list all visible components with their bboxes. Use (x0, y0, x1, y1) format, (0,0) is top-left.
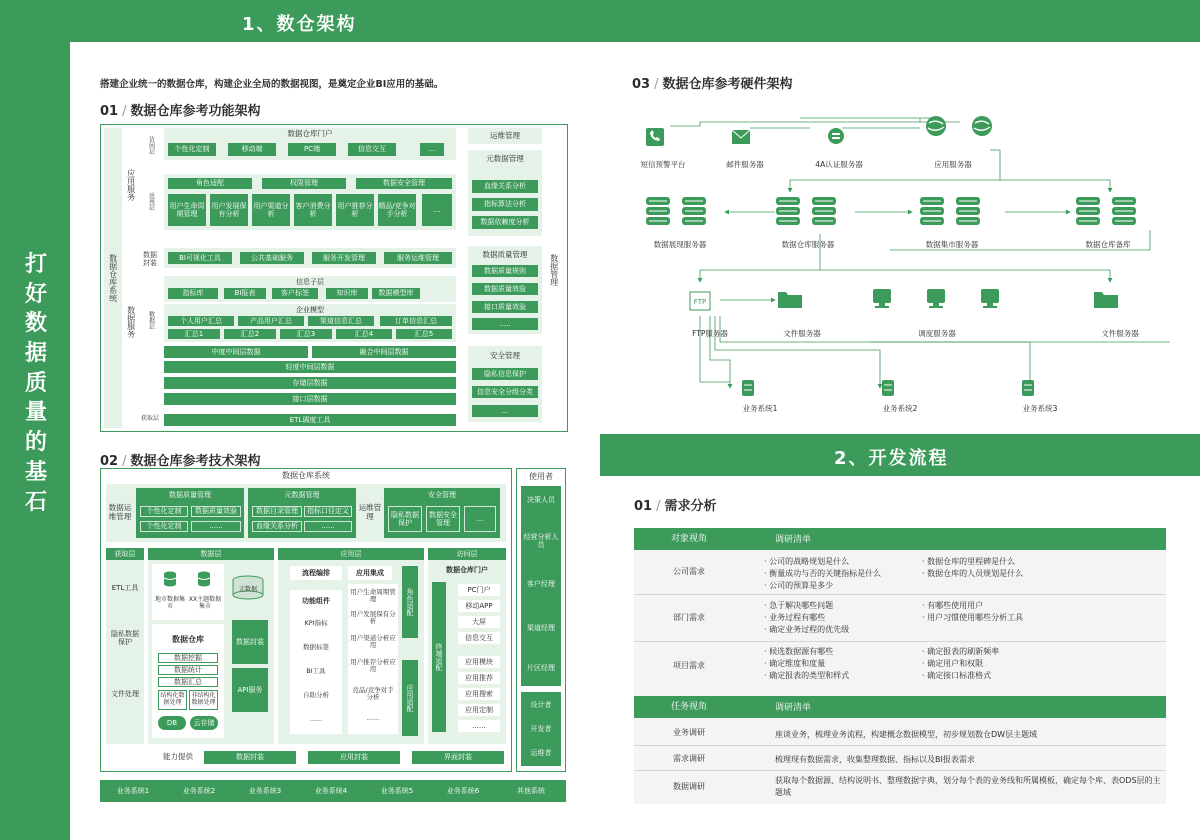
hw-label-display: 数据展现服务器 (653, 240, 707, 249)
tech-integ-item: 用户推荐分析应用 (350, 657, 396, 673)
monitor-icon (872, 288, 894, 310)
tech-ops-label: 数据运维管理 (108, 503, 132, 521)
func-app-row2: 用户生命周期管理 (168, 194, 206, 226)
hw-label-mail: 邮件服务器 (726, 160, 764, 169)
hw-label-file1: 文件服务器 (783, 329, 821, 338)
func-bar: 轻度中间层数据 (164, 361, 456, 373)
tech-portal-item: PC门户 (458, 584, 500, 596)
func-info-item: 知识库 (326, 288, 368, 299)
tech-integ-item: ...... (366, 714, 380, 723)
req-row-list-a: · 候选数据源有哪些 · 确定维度和度量 · 确定报表的类型和样式 (764, 647, 850, 680)
func-app-row2: 用户发展保有分析 (210, 194, 248, 226)
func-dq-item: 数据质量规则 (472, 265, 538, 277)
tech-func-title: 功能组件 (302, 596, 330, 605)
func-fetch: 获取层 (140, 414, 159, 422)
tech-dw-item: 数据汇总 (158, 677, 218, 687)
tech-role: 开发者 (530, 724, 552, 733)
tech-func-item: ...... (309, 715, 323, 724)
tech-biz: 业务系统1 (116, 786, 150, 795)
tech-ability: 数据封装 (204, 751, 296, 764)
tech-role: 设计者 (530, 700, 552, 709)
hw-label-biz: 业务系统3 (1022, 404, 1058, 413)
func-dq-title: 数据质量管理 (482, 249, 528, 259)
tech-db: DB (158, 716, 186, 730)
tech-cloud: 云存储 (190, 716, 218, 730)
section-hw-arch: 03 / 数据仓库参考硬件架构 (632, 77, 793, 92)
tech-func-item: 数据标签 (303, 643, 329, 652)
tech-user: 片区经理 (527, 663, 555, 672)
func-sec-title: 安全管理 (490, 350, 520, 360)
tech-biz: 业务系统2 (182, 786, 216, 795)
tech-portal-item2: 应用搜索 (458, 688, 500, 700)
tech-biz: 业务系统6 (446, 786, 480, 795)
func-model-row2: 汇总3 (280, 329, 332, 339)
hw-label-dw: 数据仓库服务器 (781, 240, 835, 249)
func-meta-title: 元数据管理 (486, 153, 524, 163)
tech-fetch-item: ETL工具 (111, 583, 139, 592)
func-app-row2: 用户推荐分析 (336, 194, 374, 226)
func-info-item: 指标库 (168, 288, 218, 299)
svg-text:FTP: FTP (693, 298, 707, 306)
func-info-item: 数据模型库 (372, 288, 420, 299)
func-package-item: 服务运维管理 (384, 252, 452, 264)
tech-ability-label: 能力提供 (163, 751, 193, 761)
func-package-item: 公共基础服务 (240, 252, 304, 264)
tech-func-item: BI工具 (306, 667, 326, 676)
tech-sec-item: 隐私数据保护 (388, 506, 422, 532)
func-model-title: 企业模型 (296, 305, 324, 314)
tech-ability: 界面封装 (412, 751, 504, 764)
server-icon (920, 197, 946, 227)
server-icon (956, 197, 982, 227)
monitor-icon (980, 288, 1002, 310)
tech-portal-item2: ...... (458, 720, 500, 732)
tech-data-layer-title: 数据层 (148, 548, 274, 560)
tech-dw-item: 数据统计 (158, 665, 218, 675)
func-model-row1: 订单信息汇总 (380, 316, 452, 326)
tech-user: 决策人员 (527, 495, 555, 504)
func-model-row1: 产品用户汇总 (238, 316, 304, 326)
divider (634, 641, 1166, 642)
req-row-list-a: · 急于解决哪些问题 · 业务过程有哪些 · 确定业务过程的优先级 (764, 601, 850, 634)
tech-app-layer-title: 应用层 (278, 548, 424, 560)
tech-store: XX主题数据集市 (188, 596, 222, 610)
hw-diagram (630, 100, 1190, 420)
vertical-title: 打 好 数 据 质 量 的 基 石 (24, 252, 47, 515)
tech-user: 渠道经理 (527, 623, 555, 632)
tech-dq-item: ...... (191, 521, 241, 532)
req-header-col2: 调研清单 (775, 535, 812, 545)
func-mid-row: 中度中间层数据 (164, 346, 308, 358)
auth-icon (826, 126, 846, 146)
func-portal-item: 移动端 (228, 143, 276, 156)
tech-flow: 流程编排 (290, 566, 342, 580)
func-data-package: 数据封装 (143, 250, 157, 267)
task-key: 业务调研 (673, 728, 705, 738)
tech-dw-pair: 非结构化数据处理 (189, 690, 218, 710)
func-portal-title: 数据仓库门户 (287, 129, 333, 138)
func-info-item: 客户标签 (272, 288, 318, 299)
func-model-row1: 个人用户汇总 (168, 316, 234, 326)
tech-meta-item: ...... (304, 521, 352, 532)
func-bar: 接口层数据 (164, 393, 456, 405)
tech-user: 经营分析人员 (523, 532, 559, 549)
func-access-layer: 访问层 (147, 136, 155, 154)
tech-role: 运维者 (530, 748, 552, 757)
tech-integ: 应用集成 (348, 566, 392, 580)
divider (634, 770, 1166, 771)
biz-server-icon (882, 380, 896, 398)
func-model-row2: 汇总1 (168, 329, 220, 339)
hw-label-sms: 短信预警平台 (640, 160, 686, 169)
func-portal-item: 个性化定制 (168, 143, 216, 156)
func-app-row2: 用户渠道分析 (252, 194, 290, 226)
func-portal-item: ... (420, 143, 444, 156)
tech-dq-item: 数据质量效验 (191, 506, 241, 517)
tech-portal-item: 移动APP (458, 600, 500, 612)
database-icon (194, 570, 214, 588)
tech-api: API服务 (232, 668, 268, 712)
tech-terminal-fit: 终端适配 (432, 582, 446, 732)
tech-fetch-item: 隐私数据保护 (111, 629, 139, 646)
tech-dw-pair: 结构化数据处理 (158, 690, 187, 710)
section-req: 01 / 需求分析 (634, 499, 717, 514)
func-left-label: 数据仓库系统 (104, 128, 122, 428)
tech-integ-item: 竞品/竞争对手分析 (352, 685, 394, 701)
tech-system-title: 数据仓库系统 (282, 471, 330, 481)
tech-sec-item: 数据安全管理 (426, 506, 460, 532)
func-app-row1: 权限管理 (262, 178, 346, 189)
func-model-row2: 汇总4 (336, 329, 392, 339)
tech-portal-item2: 应用推荐 (458, 672, 500, 684)
func-data-service: 数据服务 (126, 306, 136, 338)
func-dq-item: 数据质量效验 (472, 283, 538, 295)
func-app-row2: 精品/竞争对手分析 (378, 194, 416, 226)
func-app-service: 应用服务 (126, 169, 136, 201)
tech-meta-item: 数据目录管理 (252, 506, 302, 517)
hw-label-file2: 文件服务器 (1101, 329, 1139, 338)
tech-meta-item: 血缘关系分析 (252, 521, 302, 532)
task-header-col2: 调研清单 (775, 703, 812, 713)
tech-sec-title: 安全管理 (428, 490, 456, 499)
func-bar: 存储层数据 (164, 377, 456, 389)
tech-func-box (290, 590, 342, 734)
func-app-row2: ... (422, 194, 452, 226)
hw-label-auth: 4A认证服务器 (815, 160, 863, 169)
func-app-row2: 客户消费分析 (294, 194, 332, 226)
func-ops: 运维管理 (468, 128, 542, 144)
tech-users-title: 使用者 (529, 472, 553, 482)
func-meta-item: 血缘关系分析 (472, 180, 538, 193)
biz-server-icon (742, 380, 756, 398)
monitor-icon (926, 288, 948, 310)
server-icon (646, 197, 672, 227)
tech-portal-item: 大屏 (458, 616, 500, 628)
ftp-icon (688, 290, 712, 312)
hw-label-sched: 调度服务器 (918, 329, 956, 338)
tech-app-fit: 应用适配 (402, 660, 418, 736)
task-value: 梳理现有数据需求，收集整理数据、指标以及BI报表需求 (775, 755, 975, 764)
func-sec-item: ... (472, 405, 538, 417)
func-right-label: 数据管理 (549, 254, 559, 286)
hw-label-backup: 数据仓库备库 (1085, 240, 1131, 249)
func-data-layer: 数据层 (147, 311, 155, 329)
tech-portal-title: 数据仓库门户 (446, 565, 488, 574)
folder-icon (776, 288, 804, 310)
tech-role-fit: 角色适配 (402, 566, 418, 638)
tech-portal-item2: 应用定制 (458, 704, 500, 716)
func-app-row1: 数据安全管理 (356, 178, 452, 189)
func-portal-item: PC端 (288, 143, 336, 156)
server-icon (812, 197, 838, 227)
tech-access-title: 访问层 (428, 548, 506, 560)
req-row-list-b: · 数据仓库的里程碑是什么 · 数据仓库的人员规划是什么 (922, 557, 1024, 578)
tech-user: 客户经理 (527, 579, 555, 588)
req-row-list-b: · 确定报表的刷新频率 · 确定用户和权限 · 确定接口标准格式 (922, 647, 1000, 680)
hw-label-app: 应用服务器 (934, 160, 972, 169)
func-etl-bar: ETL调度工具 (164, 414, 456, 426)
req-row-key: 项目需求 (673, 661, 705, 671)
func-app-row1: 角色适配 (168, 178, 252, 189)
task-value: 座谈业务，梳理业务流程，构建概念数据模型，初步规划数仓DW层主题域 (775, 730, 1038, 739)
tech-meta-title: 元数据管理 (284, 490, 320, 499)
section-tech-arch: 02 / 数据仓库参考技术架构 (100, 454, 261, 469)
tech-func-item: KPI指标 (304, 619, 328, 628)
func-dq-item: 接口质量效验 (472, 301, 538, 313)
tech-biz: 业务系统5 (380, 786, 414, 795)
func-mid-row: 融合中间层数据 (312, 346, 456, 358)
tech-ops-mgmt: 运维管理 (358, 503, 382, 521)
tech-portal-item: 信息交互 (458, 632, 500, 644)
hw-label-biz: 业务系统1 (742, 404, 778, 413)
func-portal-item: 信息交互 (348, 143, 396, 156)
req-row-list-a: · 公司的战略规划是什么 · 衡量成功与否的关键指标是什么 · 公司的预算是多少 (764, 557, 882, 590)
top-banner (0, 0, 1200, 42)
tech-biz: 业务系统4 (314, 786, 348, 795)
banner-title-1: 1、数仓架构 (242, 14, 357, 35)
req-row-key: 部门需求 (673, 613, 705, 623)
tech-meta-item: 指标口径定义 (304, 506, 352, 517)
task-key: 数据调研 (673, 782, 705, 792)
biz-server-icon (1022, 380, 1036, 398)
tech-integ-item: 用户发展保有分析 (350, 609, 396, 625)
tech-biz: 业务系统3 (248, 786, 282, 795)
func-package-item: BI可视化工具 (168, 252, 232, 264)
task-value: 获取每个数据源、结构说明书、整理数据字典，划分每个表的业务线和所属模板，确定每个库、表ODS层的主题域 (775, 776, 1161, 797)
tech-integ-item: 用户生命周期管理 (350, 587, 396, 603)
server-icon (1112, 197, 1138, 227)
server-icon (682, 197, 708, 227)
server-icon (1076, 197, 1102, 227)
func-sec-item: 隐私信息保护 (472, 368, 538, 380)
banner-title-2: 2、开发流程 (834, 448, 949, 469)
tech-dq-title: 数据质量管理 (169, 490, 211, 499)
globe-icon (970, 114, 994, 138)
req-row-key: 公司需求 (673, 567, 705, 577)
func-model-row2: 汇总5 (396, 329, 452, 339)
func-model-row2: 汇总2 (224, 329, 276, 339)
server-icon (776, 197, 802, 227)
func-info-title: 信息子层 (296, 277, 324, 286)
req-row-list-b: · 有哪些使用用户 · 用户习惯使用哪些分析工具 (922, 601, 1024, 622)
hw-label-biz: 业务系统2 (882, 404, 918, 413)
tech-pkg: 数据封装 (232, 620, 268, 664)
mail-icon (730, 128, 752, 146)
func-model-row1: 渠道信息汇总 (308, 316, 374, 326)
tech-dw-item: 数据挖掘 (158, 653, 218, 663)
tech-dq-item: 个性化定制 (140, 506, 188, 517)
func-meta-item: 数据依赖度分析 (472, 216, 538, 229)
intro-text: 搭建企业统一的数据仓库，构建企业全局的数据视图，是奠定企业BI应用的基础。 (100, 79, 444, 90)
hw-label-mart: 数据集市服务器 (925, 240, 979, 249)
tech-dw-title: 数据仓库 (172, 635, 204, 645)
tech-biz: 其他系统 (517, 786, 545, 795)
func-sec-item: 信息安全分级分类 (472, 386, 538, 398)
func-info-item: BI报表 (224, 288, 266, 299)
hw-label-ftp: FTP服务器 (692, 329, 728, 338)
globe-icon (924, 114, 948, 138)
folder-icon (1092, 288, 1120, 310)
task-key: 需求调研 (673, 754, 705, 764)
tech-store: 地市数据集市 (154, 596, 185, 610)
tech-func-item: 自助分析 (303, 691, 329, 700)
func-package-item: 服务开发管理 (312, 252, 376, 264)
func-app-layer: 应用层 (147, 192, 155, 210)
tech-integ-item: 用户渠道分析应用 (350, 633, 396, 649)
func-dq-item: ..... (472, 318, 538, 330)
sms-icon (644, 126, 666, 148)
task-header-col1: 任务视角 (670, 701, 707, 712)
tech-meta-db: 元数据 (238, 585, 257, 593)
divider (634, 594, 1166, 595)
tech-ability: 应用封装 (308, 751, 400, 764)
section-func-arch: 01 / 数据仓库参考功能架构 (100, 104, 261, 119)
func-meta-item: 指标算法分析 (472, 198, 538, 211)
tech-fetch-item: 文件处理 (111, 689, 139, 698)
tech-fetch-title: 获取层 (106, 548, 144, 560)
database-icon (160, 570, 180, 588)
divider (634, 745, 1166, 746)
tech-dq-item: 个性化定制 (140, 521, 188, 532)
tech-sec-item: ... (464, 506, 496, 532)
tech-portal-item2: 应用模块 (458, 656, 500, 668)
req-header-col1: 对象视角 (670, 533, 707, 544)
